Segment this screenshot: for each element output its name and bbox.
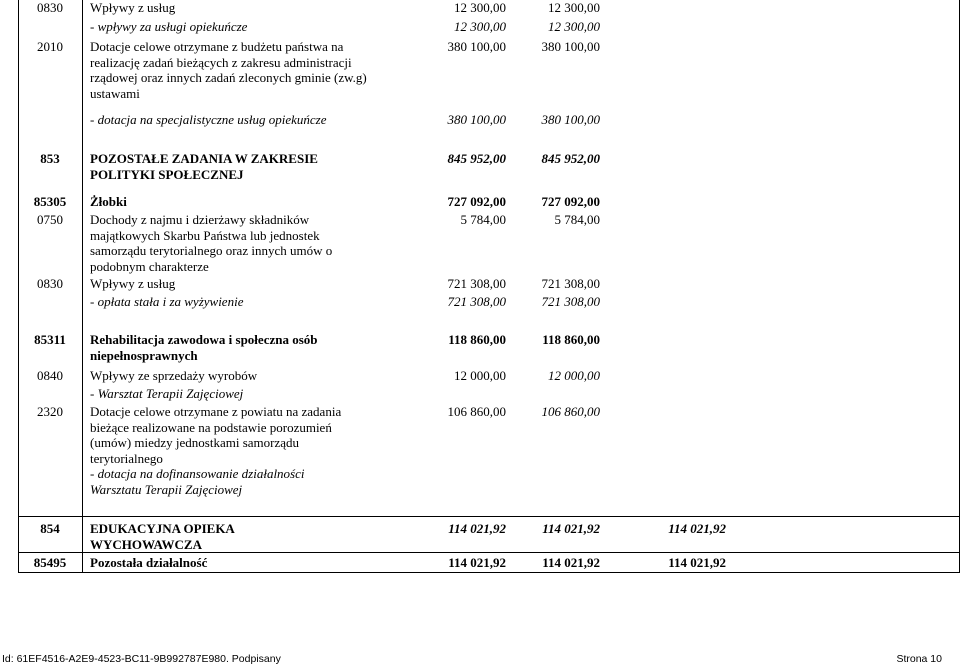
row-code: 85495 [33, 555, 67, 570]
row-description: - Warsztat Terapii Zajęciowej [90, 386, 244, 401]
row-value-1: 721 308,00 [447, 276, 506, 291]
row-code: 85305 [33, 194, 67, 209]
row-code: 0830 [37, 0, 63, 15]
row-description: Pozostała działalność [90, 555, 208, 570]
row-value-1: 721 308,00 [447, 294, 506, 309]
row-code: 2010 [37, 39, 63, 54]
row-description: - dotacja na dofinansowanie działalności Warsztatu Terapii Zajęciowej [90, 466, 305, 497]
row-value-2: 12 300,00 [548, 19, 600, 34]
row-value-1: 727 092,00 [447, 194, 506, 209]
row-description: Rehabilitacja zawodowa i społeczna osób niepełnosprawnych [90, 332, 318, 363]
row-value-1: 12 300,00 [454, 19, 506, 34]
row-description: Dotacje celowe otrzymane z powiatu na zadania bieżące realizowane na podstawie porozumień (umów) miedzy jednostkami samorządu terytorialnego [90, 404, 342, 466]
row-value-1: 380 100,00 [447, 112, 506, 127]
page-number: Strona 10 [896, 653, 942, 665]
row-value-2: 12 300,00 [548, 0, 600, 15]
row-description: Wpływy ze sprzedaży wyrobów [90, 368, 258, 383]
row-description: Wpływy z usług [90, 276, 176, 291]
row-value-1: 380 100,00 [447, 39, 506, 54]
row-description: - dotacja na specjalistyczne usług opiekuńcze [90, 112, 327, 127]
row-description: EDUKACYJNA OPIEKA WYCHOWAWCZA [90, 521, 235, 552]
row-value-2: 845 952,00 [541, 151, 600, 166]
row-code: 85311 [34, 332, 66, 347]
row-value-2: 12 000,00 [548, 368, 600, 383]
row-value-1: 106 860,00 [447, 404, 506, 419]
row-value-1: 5 784,00 [460, 212, 506, 227]
row-description: - opłata stała i za wyżywienie [90, 294, 244, 309]
row-description: Wpływy z usług [90, 0, 176, 15]
row-value-1: 114 021,92 [448, 521, 506, 536]
row-value-2: 380 100,00 [541, 39, 600, 54]
row-value-2: 727 092,00 [541, 194, 600, 209]
row-description: - wpływy za usługi opiekuńcze [90, 19, 248, 34]
document-id: Id: 61EF4516-A2E9-4523-BC11-9B992787E980. Podpisany [2, 653, 281, 665]
row-description: Żłobki [90, 194, 127, 209]
row-value-2: 721 308,00 [541, 276, 600, 291]
row-description: POZOSTAŁE ZADANIA W ZAKRESIE POLITYKI SPOŁECZNEJ [90, 151, 318, 182]
row-value-2: 380 100,00 [541, 112, 600, 127]
row-value-1: 118 860,00 [448, 332, 506, 347]
row-value-3: 114 021,92 [668, 521, 726, 536]
row-value-1: 845 952,00 [447, 151, 506, 166]
row-value-2: 114 021,92 [542, 521, 600, 536]
row-code: 853 [40, 151, 60, 166]
row-value-2: 721 308,00 [541, 294, 600, 309]
row-code: 2320 [37, 404, 63, 419]
row-value-3: 114 021,92 [668, 555, 726, 570]
row-value-2: 118 860,00 [542, 332, 600, 347]
row-description: Dochody z najmu i dzierżawy składników majątkowych Skarbu Państwa lub jednostek samorządu terytorialnego oraz innych umów o podobnym charakterze [90, 212, 333, 274]
row-description: Dotacje celowe otrzymane z budżetu państwa na realizację zadań bieżących z zakresu administracji rządowej oraz innych zadań zleconych gminie (zw.g) ustawami [90, 39, 367, 101]
row-value-2: 106 860,00 [541, 404, 600, 419]
row-code: 0830 [37, 276, 63, 291]
row-value-1: 114 021,92 [448, 555, 506, 570]
row-value-1: 12 300,00 [454, 0, 506, 15]
row-code: 0840 [37, 368, 63, 383]
row-value-1: 12 000,00 [454, 368, 506, 383]
row-code: 0750 [37, 212, 63, 227]
row-value-2: 114 021,92 [542, 555, 600, 570]
row-code: 854 [40, 521, 60, 536]
row-value-2: 5 784,00 [554, 212, 600, 227]
